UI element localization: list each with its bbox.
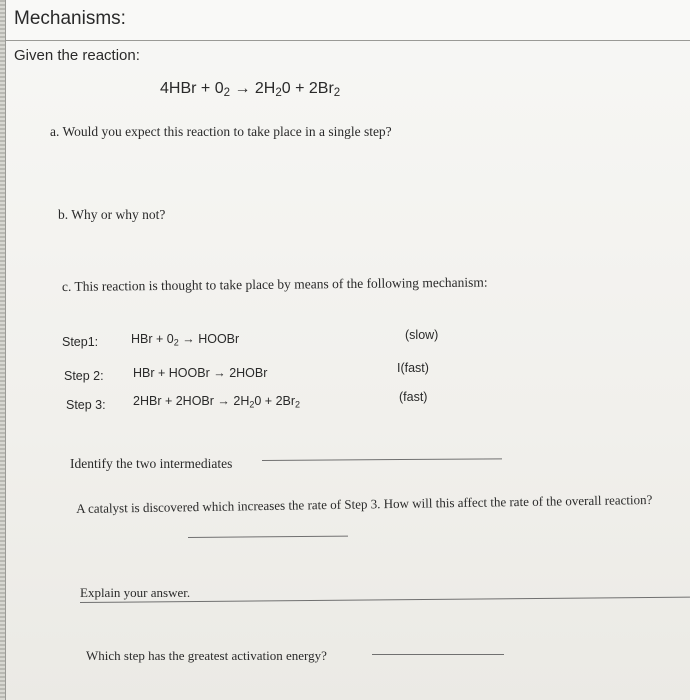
step-2-rate: I(fast) (397, 361, 429, 375)
activation-energy-question: Which step has the greatest activation energy? (86, 648, 327, 663)
step-3-label: Step 3: (66, 398, 106, 412)
catalyst-question: A catalyst is discovered which increases the rate of Step 3. How will this affect the rate of the overall reaction? (76, 491, 653, 516)
step-1-equation: HBr + $0_2$ → HOOBr (131, 332, 240, 348)
title-bar (5, 0, 690, 41)
step-3-equation: 2HBr + 2HOBr → $2H_20 + 2Br_2$ (133, 394, 301, 410)
page-title: Mechanisms: (14, 8, 126, 29)
question-c: c. This reaction is thought to take place by means of the following mechanism: (61, 274, 488, 294)
activation-energy-answer-line[interactable] (372, 654, 504, 655)
question-b: b. Why or why not? (58, 207, 166, 222)
step-1-label: Step1: (62, 335, 99, 349)
overall-reaction-equation: $4HBr + 0_2 \to 2H_20 + 2Br_2$ (160, 80, 341, 100)
explain-prompt: Explain your answer. (80, 585, 191, 600)
identify-intermediates-prompt: Identify the two intermediates (70, 456, 233, 471)
given-reaction-label: Given the reaction: (14, 47, 140, 64)
question-a: a. Would you expect this reaction to take place in a single step? (50, 124, 392, 139)
step-2-label: Step 2: (64, 369, 104, 383)
step-2-equation: HBr + HOOBr → 2HOBr (133, 366, 268, 380)
step-3-rate: (fast) (399, 390, 428, 404)
step-1-rate: (slow) (405, 328, 439, 342)
